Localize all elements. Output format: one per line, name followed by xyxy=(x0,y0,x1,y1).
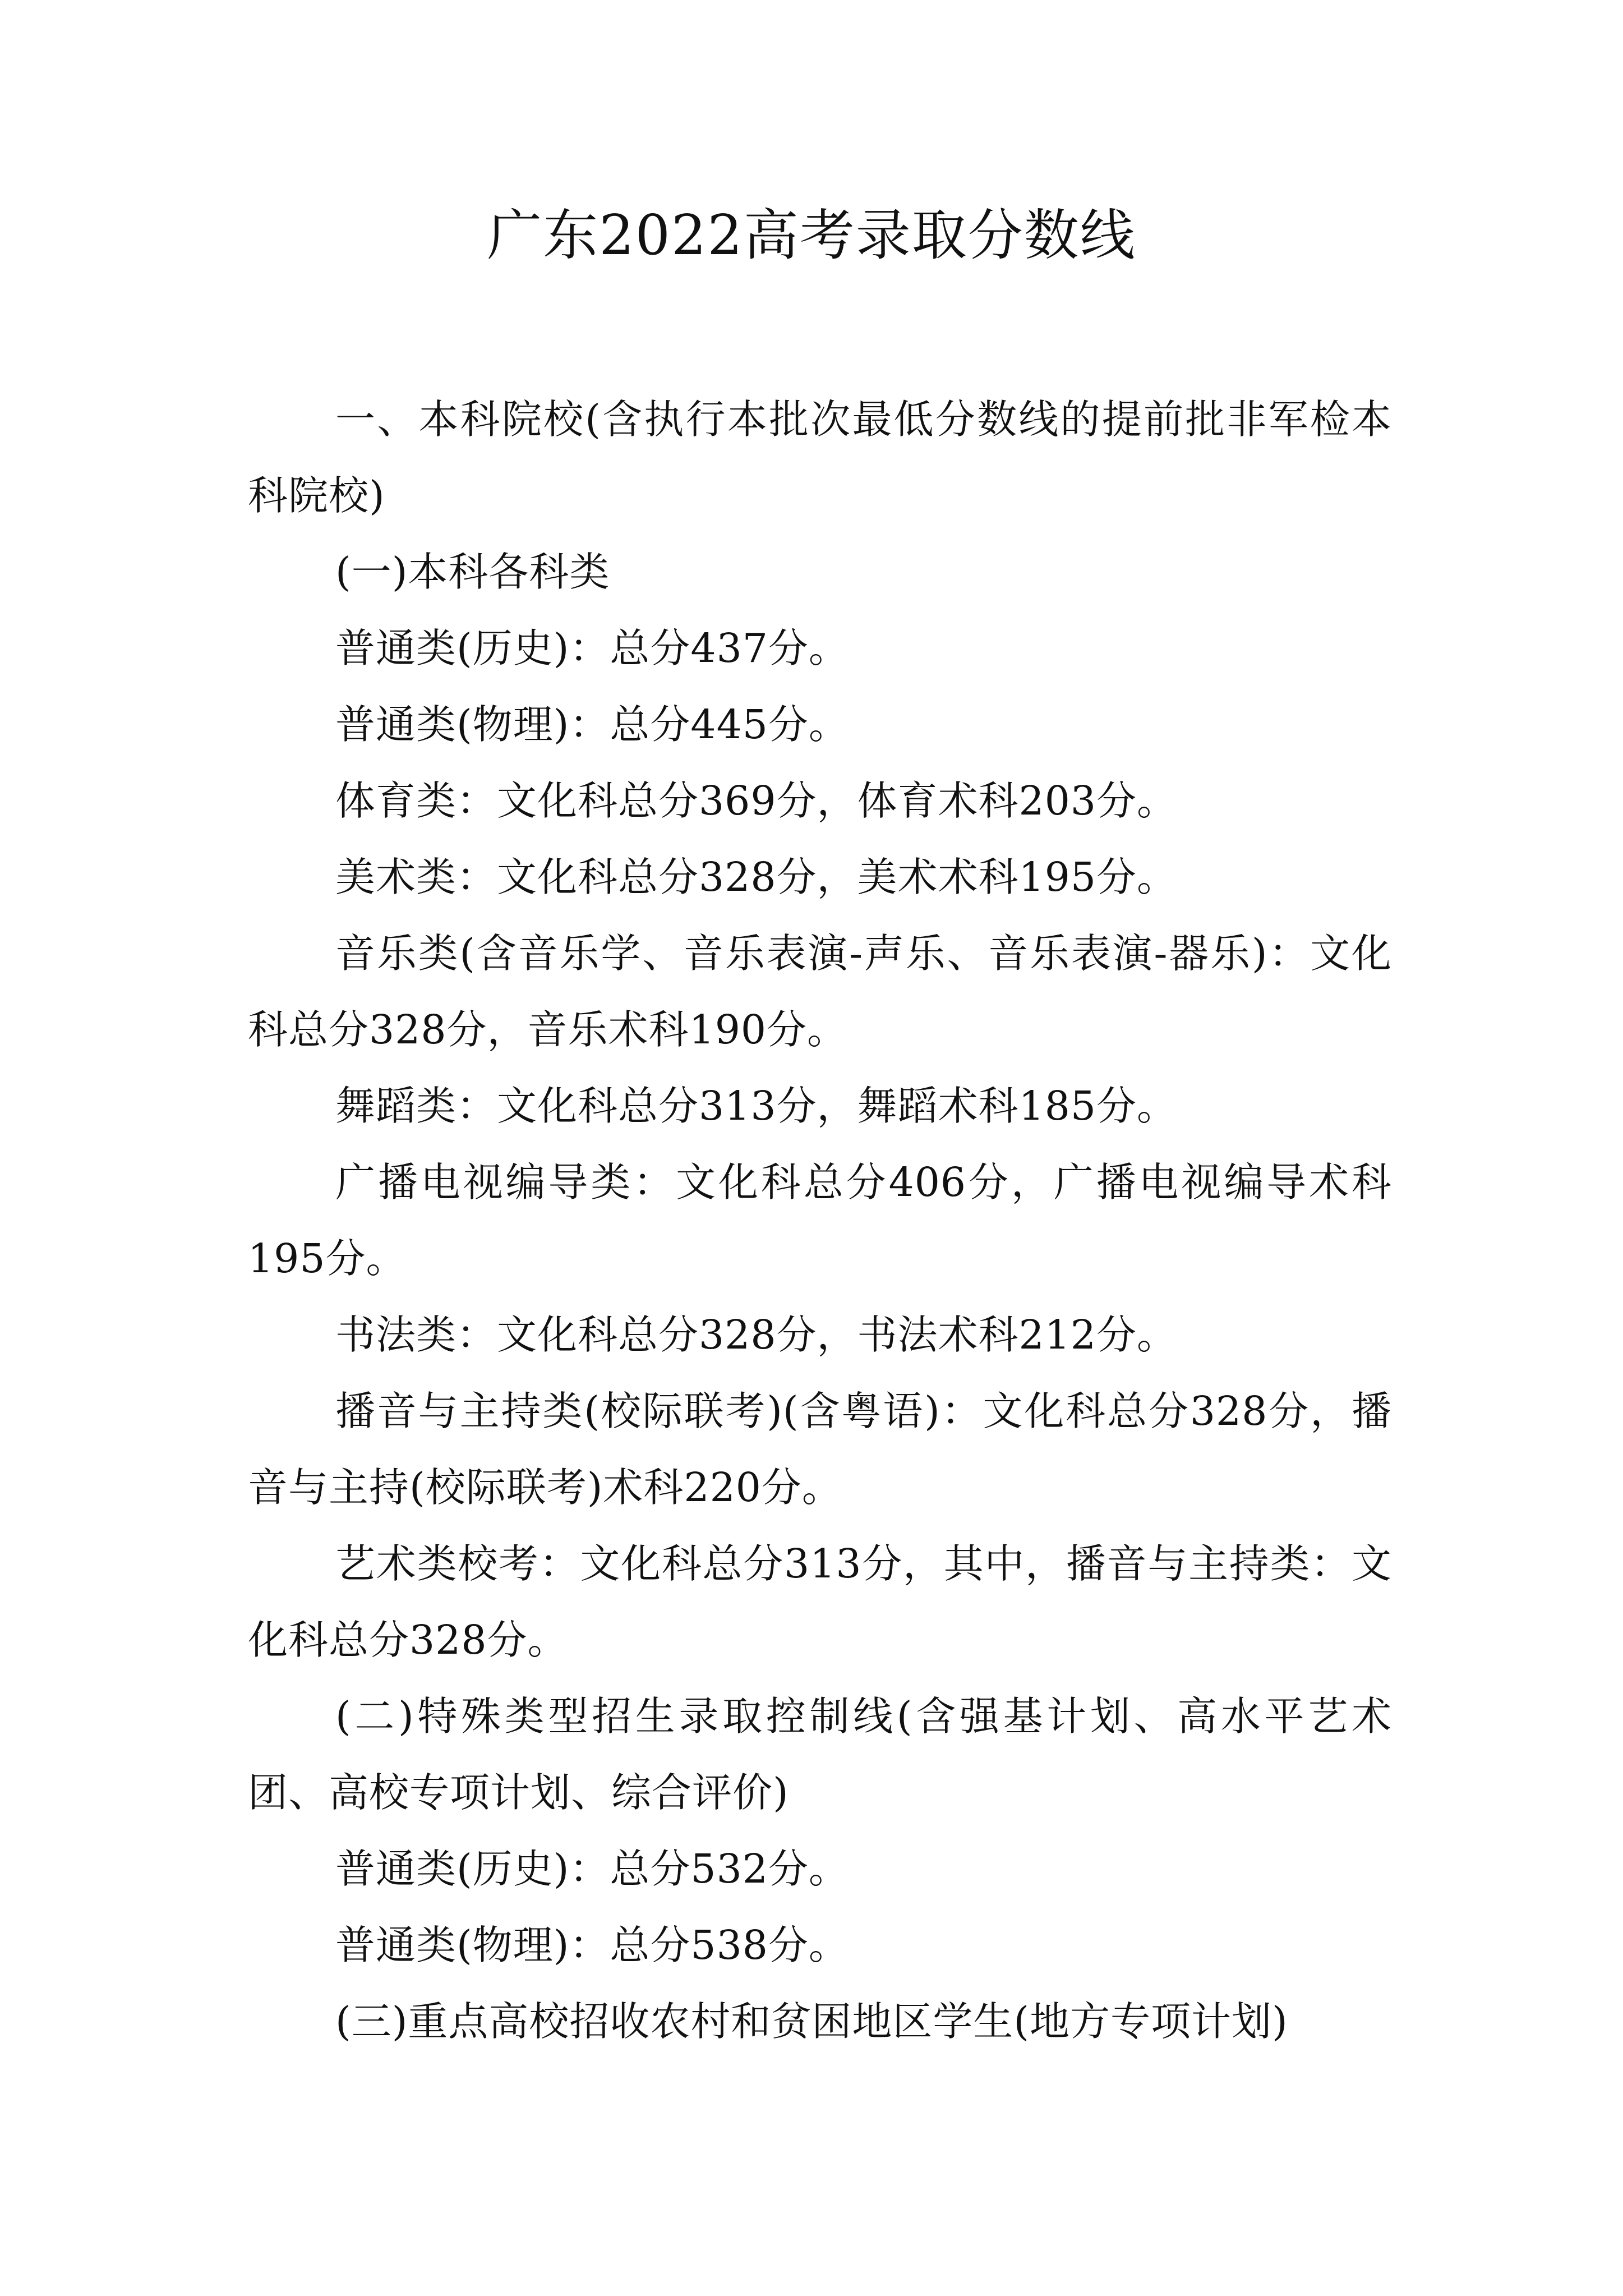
score-line-sports: 体育类：文化科总分369分，体育术科203分。 xyxy=(335,777,1178,824)
subsection-heading-special-admission: (二)特殊类型招生录取控制线(含强基计划、高水平艺术团、高校专项计划、综合评价) xyxy=(248,1693,1392,1816)
section-heading-undergraduate: 一、本科院校(含执行本批次最低分数线的提前批非军检本科院校) xyxy=(248,396,1392,519)
score-line-broadcasting-hosting: 播音与主持类(校际联考)(含粤语)：文化科总分328分，播音与主持(校际联考)术科220分。 xyxy=(248,1388,1392,1511)
special-line-history: 普通类(历史)：总分532分。 xyxy=(335,1846,849,1892)
score-line-physics: 普通类(物理)：总分445分。 xyxy=(335,701,849,748)
special-line-physics: 普通类(物理)：总分538分。 xyxy=(335,1922,849,1968)
subsection-heading-categories: (一)本科各科类 xyxy=(335,549,610,595)
score-line-broadcast-directing: 广播电视编导类：文化科总分406分，广播电视编导术科195分。 xyxy=(248,1159,1392,1282)
score-line-calligraphy: 书法类：文化科总分328分，书法术科212分。 xyxy=(335,1312,1178,1358)
score-line-dance: 舞蹈类：文化科总分313分，舞蹈术科185分。 xyxy=(335,1083,1178,1129)
document-body xyxy=(248,381,1392,2060)
subsection-heading-local-program: (三)重点高校招收农村和贫困地区学生(地方专项计划) xyxy=(335,1998,1288,2045)
score-line-history: 普通类(历史)：总分437分。 xyxy=(335,625,849,671)
score-line-music: 音乐类(含音乐学、音乐表演-声乐、音乐表演-器乐)：文化科总分328分，音乐术科190分。 xyxy=(248,930,1392,1053)
score-line-fine-arts: 美术类：文化科总分328分，美术术科195分。 xyxy=(335,854,1178,900)
score-line-art-school-exam: 艺术类校考：文化科总分313分，其中，播音与主持类：文化科总分328分。 xyxy=(248,1540,1392,1663)
document-title: 广东2022高考录取分数线 xyxy=(487,204,1136,268)
